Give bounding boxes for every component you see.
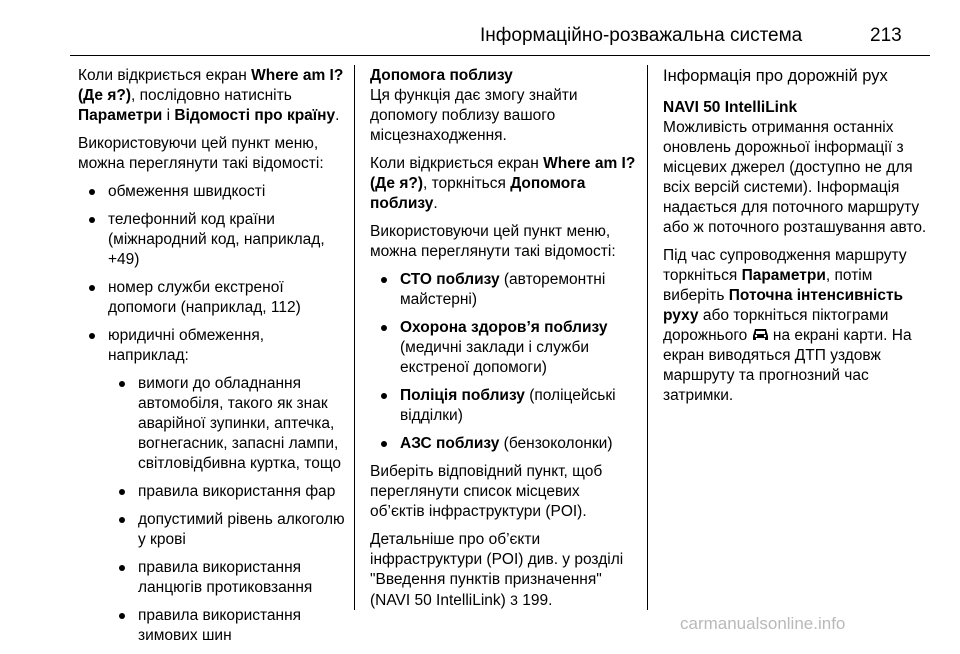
list-item-text: юридичні обмеження, наприклад: <box>108 327 265 364</box>
col2-more-paragraph <box>370 530 638 611</box>
column-divider-1 <box>354 65 355 610</box>
text: Коли відкриється екран <box>370 155 544 172</box>
option-name: СТО поблизу <box>400 271 500 288</box>
text: , торкніться <box>423 175 511 192</box>
column-3 <box>663 66 933 414</box>
text: або торкніться піктограми дорожнього <box>663 307 889 344</box>
subsection-heading: NAVI 50 IntelliLink <box>663 99 798 116</box>
page-number: 213 <box>870 25 902 46</box>
option-desc: (авторемонтні майстерні) <box>400 271 606 308</box>
col2-intro-paragraph: Ця функція дає змогу знайти допомогу поблизу вашого місцезнаходження. <box>370 87 578 144</box>
option-desc: (бензоколонки) <box>499 435 613 452</box>
col1-bullet-list <box>78 182 348 646</box>
menu-item-name: Параметри <box>78 107 163 124</box>
option-name: Охорона здоров’я поблизу <box>400 319 608 336</box>
list-item <box>78 326 348 646</box>
option-desc: (поліцейські відділки) <box>400 387 616 424</box>
text: . <box>335 107 340 124</box>
text: Детальніше про об’єкти інфраструктури (POI) див. у розділі "Введення пунктів призначення" (NAVI 50 IntelliLink) <box>370 531 624 609</box>
sub-list-item: допустимий рівень алкоголю у крові <box>108 510 348 550</box>
list-item: обмеження швидкості <box>78 182 348 202</box>
page-title: Інформаційно-розважальна система <box>480 25 803 46</box>
section-heading: Інформація про дорожній рух <box>663 67 888 85</box>
menu-item-name: Параметри <box>741 267 826 284</box>
column-1 <box>78 66 348 654</box>
option-name: Поліція поблизу <box>400 387 525 404</box>
sub-list-item: правила використання фар <box>108 482 348 502</box>
col2-lead-paragraph: Використовуючи цей пункт меню, можна переглянути такі відомості: <box>370 223 616 260</box>
list-item: номер служби екстреної допомоги (наприклад, 112) <box>78 278 348 318</box>
list-item <box>370 318 638 378</box>
screen-name: Where am I? (Де я?) <box>370 155 636 192</box>
col1-intro-paragraph <box>78 66 348 126</box>
text: , послідовно натисніть <box>131 87 292 104</box>
text: , потім виберіть <box>663 267 873 304</box>
sub-list-item: правила використання зимових шин <box>108 606 348 646</box>
list-item <box>370 434 638 454</box>
cross-reference-arrow-icon: 3 <box>510 592 518 608</box>
col2-open-paragraph <box>370 154 638 214</box>
screen-name: Where am I? (Де я?) <box>78 67 344 104</box>
column-2 <box>370 66 638 619</box>
list-item <box>370 270 638 310</box>
text: Коли відкриється екран <box>78 67 252 84</box>
list-item: телефонний код країни (міжнародний код, наприклад, +49) <box>78 210 348 270</box>
col2-select-paragraph: Виберіть відповідний пункт, щоб переглянути список місцевих об’єктів інфраструктури (POI). <box>370 463 603 520</box>
sub-list-item: правила використання ланцюгів протиковзання <box>108 558 348 598</box>
section-heading: Допомога поблизу <box>370 67 513 84</box>
menu-item-name: Відомості про країну <box>174 107 336 124</box>
option-name: АЗС поблизу <box>400 435 500 452</box>
list-item <box>370 386 638 426</box>
menu-item-name: Поточна інтенсивність руху <box>663 287 904 324</box>
col2-bullet-list <box>370 270 638 454</box>
text: на екрані карти. На екран виводяться ДТП уздовж маршруту та прогнозний час затримки. <box>663 327 912 404</box>
col3-paragraph-2 <box>663 246 933 406</box>
page-reference: 199. <box>517 592 553 609</box>
col1-lead-paragraph: Використовуючи цей пункт меню, можна переглянути такі відомості: <box>78 135 324 172</box>
sub-list-item: вимоги до обладнання автомобіля, такого як знак аварійної зупинки, аптечка, вогнегасник, запасні лампи, світловідбивна куртка, тощо <box>108 374 348 474</box>
header-divider <box>70 55 930 56</box>
text: Під час супроводження маршруту торкніться <box>663 247 907 284</box>
column-divider-2 <box>647 65 648 610</box>
text: і <box>162 107 175 124</box>
option-desc: (медичні заклади і служби екстреної допомоги) <box>400 339 590 376</box>
col3-paragraph-1: Можливість отримання останніх оновлень дорожньої інформації з місцевих джерел (доступно не для всіх версій системи). Інформація надається для поточного маршруту або ж поточного розташування авто. <box>663 119 927 236</box>
text: . <box>433 195 438 212</box>
traffic-car-icon <box>752 327 769 342</box>
col1-sub-list <box>108 374 348 646</box>
watermark-text: carmanualsonline.info <box>680 614 846 633</box>
menu-item-name: Допомога поблизу <box>370 175 586 212</box>
